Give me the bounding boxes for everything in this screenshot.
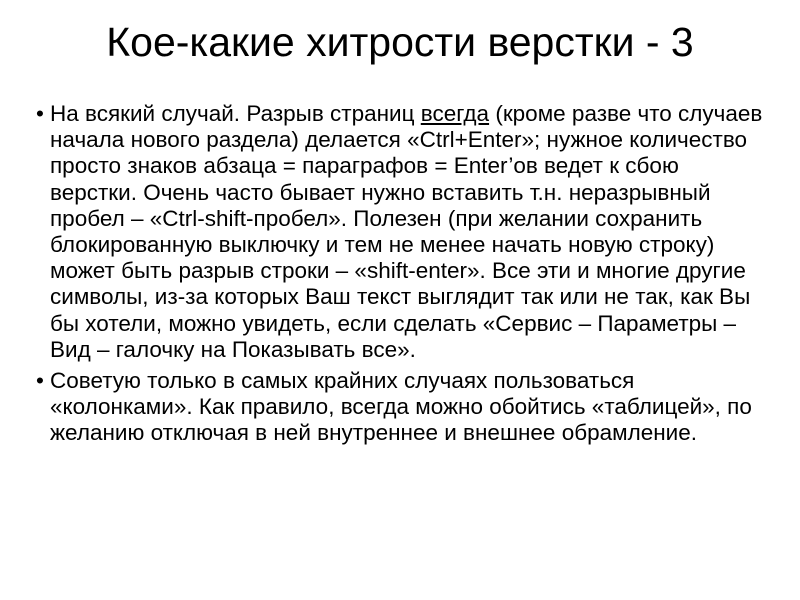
- bullet-text-part: Советую только в самых крайних случаях пользоваться «колонками». Как правило, всегда можно обойтись «таблицей», по желанию отключая в ней внутреннее и внешнее обрамление.: [50, 368, 752, 446]
- bullet-marker: •: [36, 101, 44, 126]
- slide-title: Кое-какие хитрости верстки - 3: [106, 19, 694, 65]
- underlined-word: всегда: [420, 101, 490, 126]
- bullet-marker: •: [36, 368, 44, 394]
- bullet-text-part: (кроме разве что случаев начала нового раздела) делается «Ctrl+Enter»; нужное количество просто знаков абзаца = параграфов = Enter’ов ведет к сбою верстки. Очень часто бывает нужно вставить т.н. неразрывный пробел – «Ctrl-shift-пробел». Полезен (при желании сохранить блокированную выключку и тем не менее начать новую строку) может быть разрыв строки – «shift-enter». Все эти и многие другие символы, из-за которых Ваш текст выглядит так или не так, как Вы бы хотели, можно увидеть, если сделать «Сервис – Параметры – Вид – галочку на Показывать все».: [50, 101, 763, 362]
- bullet-list: [36, 101, 766, 452]
- bullet-item-page-breaks: [36, 101, 766, 363]
- bullet-item-columns: [36, 368, 766, 447]
- bullet-text-part: На всякий случай. Разрыв страниц: [50, 101, 421, 126]
